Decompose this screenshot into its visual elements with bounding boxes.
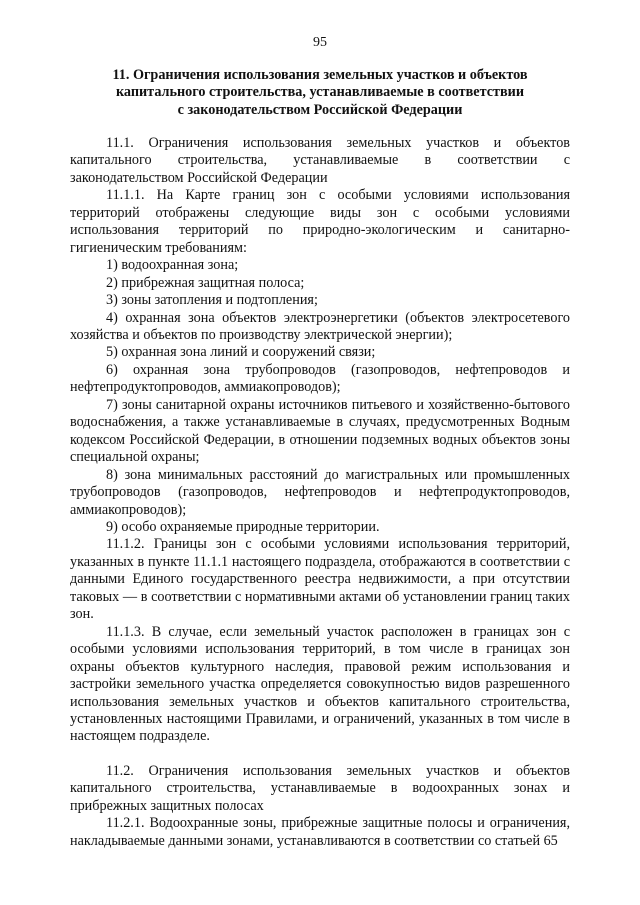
list-item-8: 8) зона минимальных расстояний до магистральных или промышленных трубопроводов (газопроводов, нефтепроводов и нефтепродуктопроводов, аммиакопроводов);	[70, 466, 570, 518]
page-number: 95	[313, 35, 327, 50]
list-item-5: 5) охранная зона линий и сооружений связи;	[106, 344, 376, 361]
list-item-3: 3) зоны затопления и подтопления;	[106, 292, 318, 309]
section-heading	[70, 67, 570, 119]
paragraph-11-1-2: 11.1.2. Границы зон с особыми условиями использования территорий, указанных в пункте 11.1.1 настоящего подраздела, отображаются в соответствии с данными Единого государственного реестра недвижимости, а при отсутствии таковых — в соответствии с нормативными актами об установлении границ таких зон.	[70, 536, 570, 623]
heading-line-3: с законодательством Российской Федерации	[177, 101, 463, 118]
heading-line-1: 11. Ограничения использования земельных участков и объектов	[112, 67, 528, 83]
list-item-9: 9) особо охраняемые природные территории.	[106, 518, 380, 535]
heading-line-2: капитального строительства, устанавливаемые в соответствии	[115, 84, 525, 101]
list-item-7: 7) зоны санитарной охраны источников питьевого и хозяйственно-бытового водоснабжения, а также устанавливаемые в случаях, предусмотренных Водным кодексом Российской Федерации, в отношении подземных водных объектов зоны специальной охраны;	[70, 396, 570, 466]
paragraph-11-1: 11.1. Ограничения использования земельных участков и объектов капитального строительства, устанавливаемые в соответствии с законодательством Российской Федерации	[70, 135, 570, 186]
paragraph-11-2: 11.2. Ограничения использования земельных участков и объектов капитального строительства, устанавливаемые в водоохранных зонах и прибрежных защитных полосах	[70, 762, 570, 814]
list-item-6: 6) охранная зона трубопроводов (газопроводов, нефтепроводов и нефтепродуктопроводов, аммиакопроводов);	[70, 361, 570, 396]
list-item-4: 4) охранная зона объектов электроэнергетики (объектов электросетевого хозяйства и объектов по производству электрической энергии);	[70, 309, 570, 343]
paragraph-11-1-1: 11.1.1. На Карте границ зон с особыми условиями использования территорий отображены следующие виды зон с особыми условиями использования территорий по природно-экологическим и санитарно-гигиеническим требованиям:	[70, 187, 570, 256]
paragraph-11-2-1: 11.2.1. Водоохранные зоны, прибрежные защитные полосы и ограничения, накладываемые данными зонами, устанавливаются в соответствии со статьей 65	[70, 815, 570, 849]
list-item-2: 2) прибрежная защитная полоса;	[106, 274, 305, 291]
paragraph-11-1-3: 11.1.3. В случае, если земельный участок расположен в границах зон с особыми условиями использования территорий, в том числе в границах зон охраны объектов культурного наследия, правовой режим использования и застройки земельного участка определяется совокупностью видов разрешенного использования земельных участков и объектов капитального строительства, установленных настоящими Правилами, и ограничений, указанных в том числе в настоящем подразделе.	[70, 623, 570, 745]
list-item-1: 1) водоохранная зона;	[106, 257, 239, 274]
document-body	[70, 135, 570, 850]
